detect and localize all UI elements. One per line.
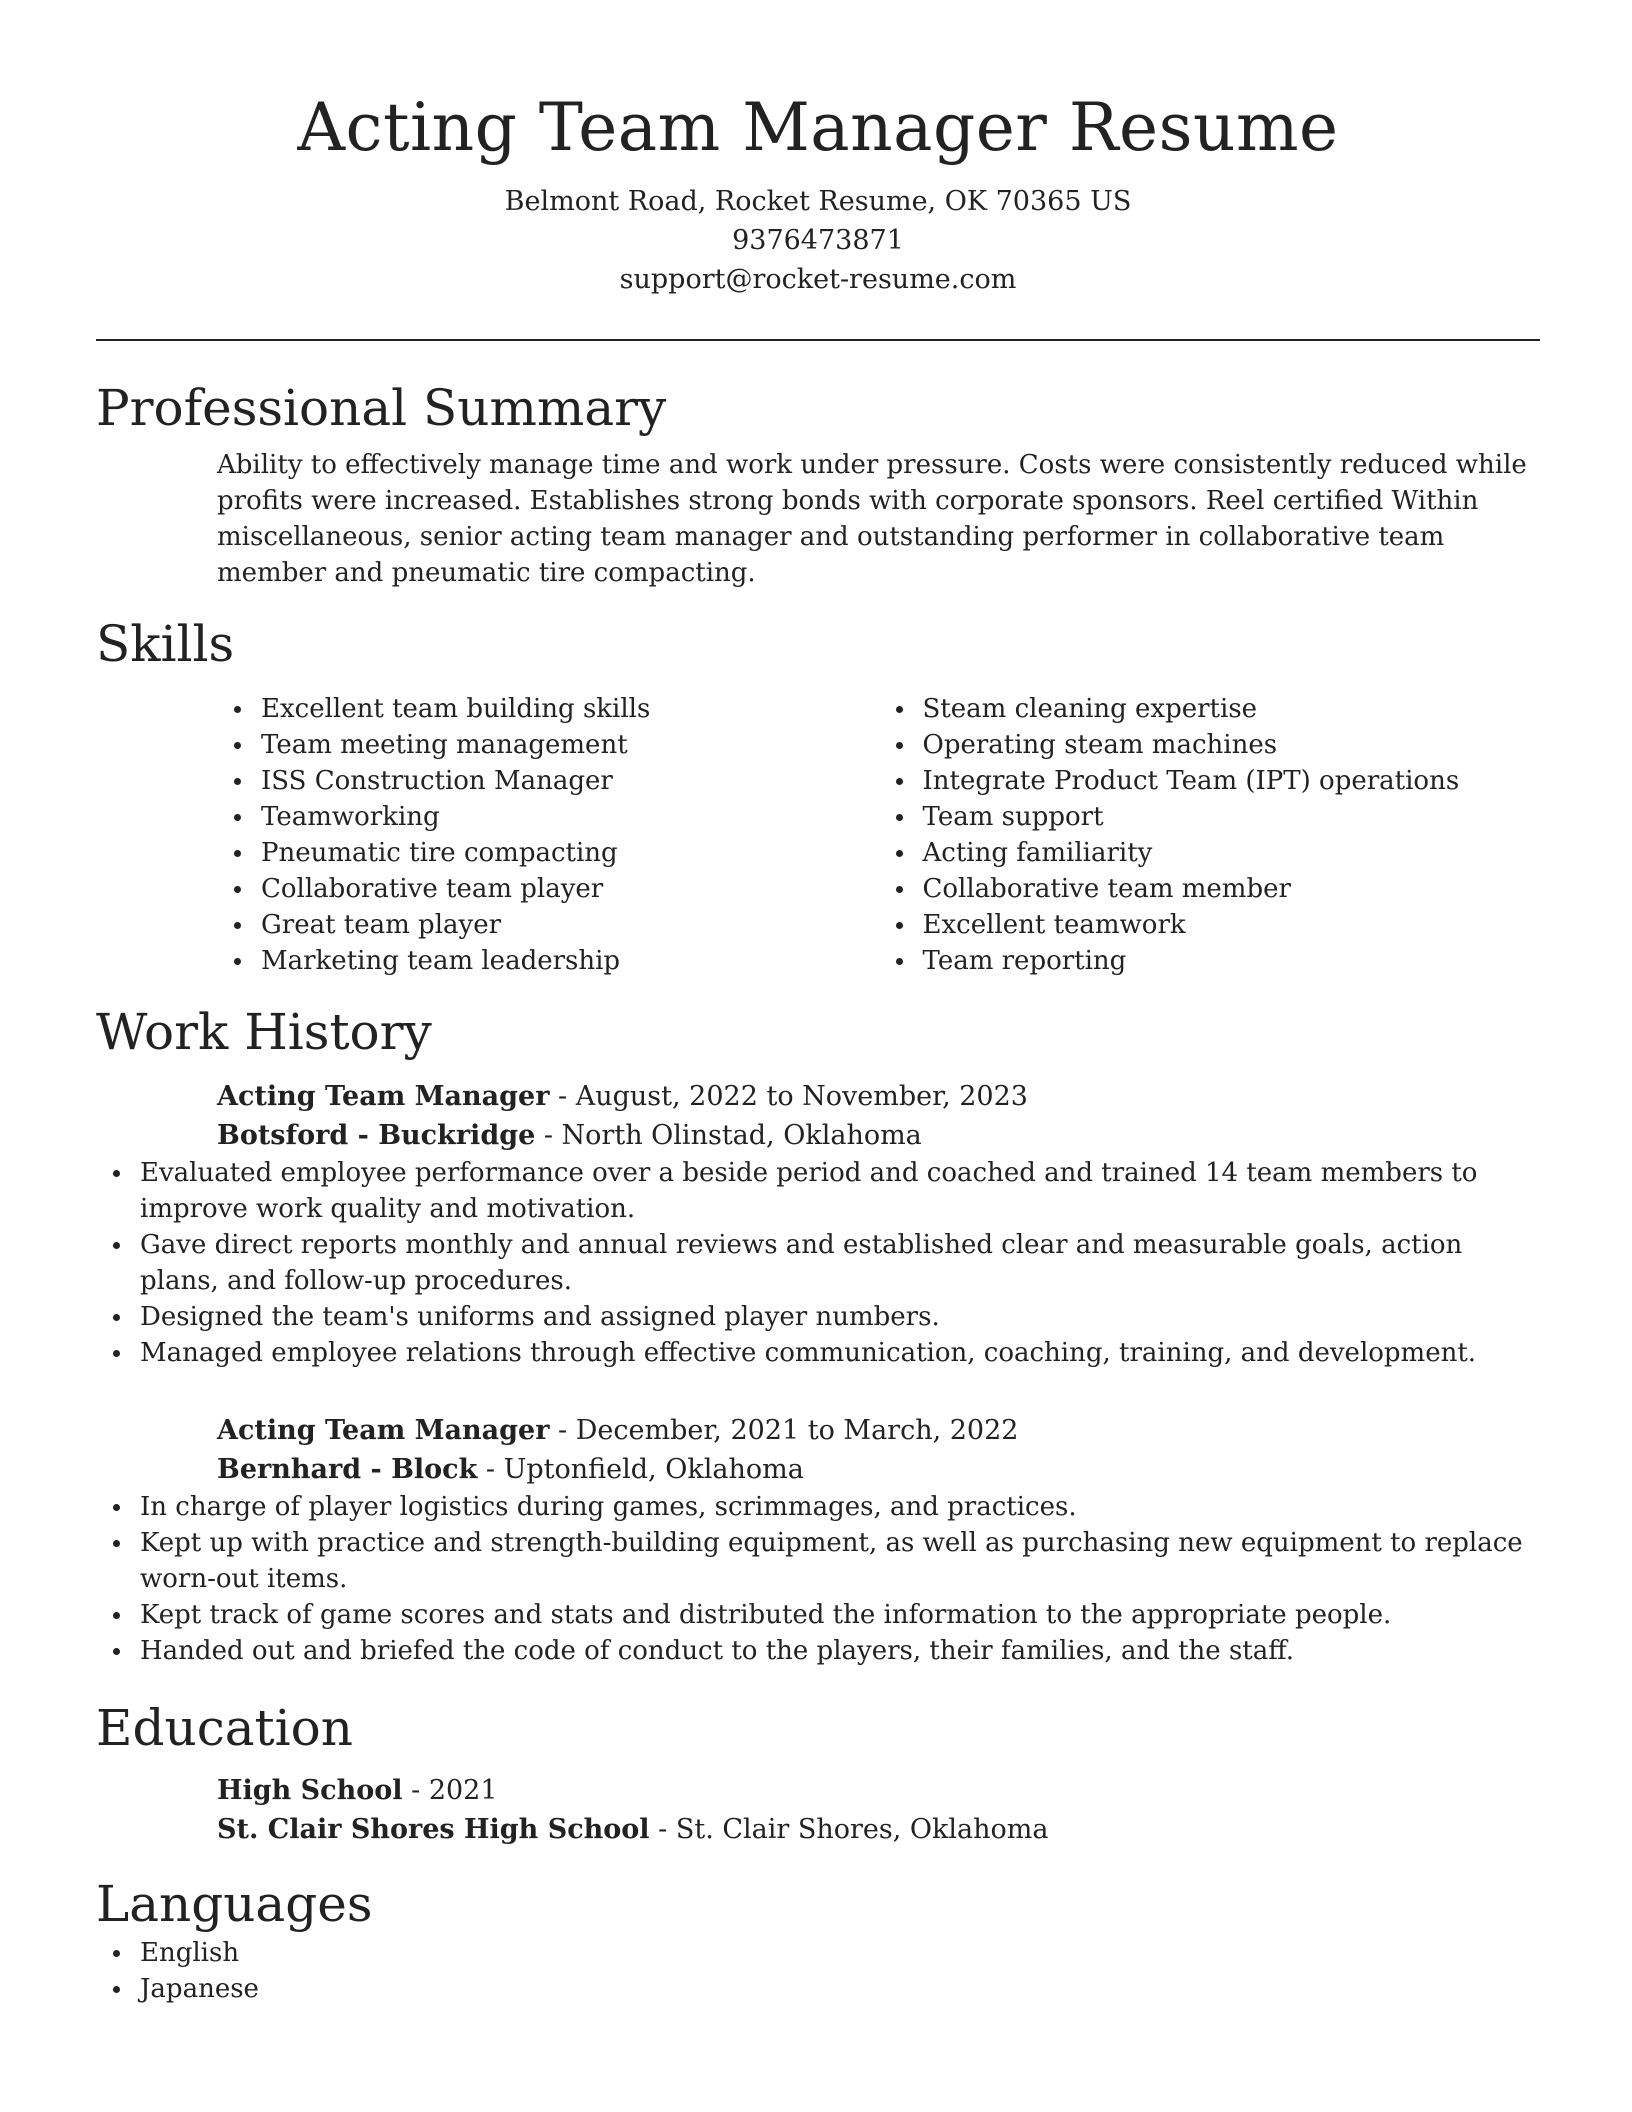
header-divider (96, 339, 1540, 341)
address-text: Belmont Road, Rocket Resume, OK 70365 US (504, 186, 1132, 217)
skill-item: ISS Construction Manager (261, 763, 879, 799)
skill-item: Marketing team leadership (261, 943, 879, 979)
job-role: Acting Team Manager (217, 1415, 550, 1446)
job-heading (217, 1411, 1540, 1489)
education-entry (217, 1771, 1540, 1849)
skill-item: Teamworking (261, 799, 879, 835)
skill-item: Integrate Product Team (IPT) operations (923, 763, 1541, 799)
job-dates: - December, 2021 to March, 2022 (549, 1415, 1019, 1446)
job-heading (217, 1077, 1540, 1155)
job-duty: Evaluated employee performance over a beside period and coached and trained 14 team members to improve work quality and motivation. (140, 1155, 1540, 1227)
skills-grid (217, 691, 1540, 979)
job-duty: In charge of player logistics during games, scrimmages, and practices. (140, 1489, 1540, 1525)
skill-item: Collaborative team member (923, 871, 1541, 907)
skill-item: Steam cleaning expertise (923, 691, 1541, 727)
skills-list-right (879, 691, 1541, 979)
resume-title: Acting Team Manager Resume (297, 89, 1339, 166)
skill-item: Excellent team building skills (261, 691, 879, 727)
skill-item: Operating steam machines (923, 727, 1541, 763)
job-duties-list (96, 1155, 1540, 1371)
skill-item: Great team player (261, 907, 879, 943)
skill-item: Team meeting management (261, 727, 879, 763)
skill-item: Team reporting (923, 943, 1541, 979)
job-entry (96, 1411, 1540, 1669)
language-item: Japanese (140, 1971, 1540, 2007)
phone-text: 9376473871 (732, 225, 904, 256)
education-heading: Education (96, 1699, 353, 1757)
skill-item: Acting familiarity (923, 835, 1541, 871)
work-history-heading: Work History (96, 1003, 432, 1061)
email-text: support@rocket-resume.com (619, 264, 1017, 295)
language-item: English (140, 1935, 1540, 1971)
skill-item: Collaborative team player (261, 871, 879, 907)
languages-heading: Languages (96, 1875, 373, 1933)
education-school: St. Clair Shores High School (217, 1814, 650, 1845)
job-duty: Managed employee relations through effective communication, coaching, training, and development. (140, 1335, 1540, 1371)
job-location: - North Olinstad, Oklahoma (535, 1120, 922, 1151)
job-location: - Uptonfield, Oklahoma (477, 1454, 804, 1485)
job-employer: Bernhard - Block (217, 1454, 478, 1485)
resume-page (96, 0, 1540, 2007)
skill-item: Pneumatic tire compacting (261, 835, 879, 871)
job-duties-list (96, 1489, 1540, 1669)
job-duty: Gave direct reports monthly and annual reviews and established clear and measurable goals, action plans, and follow-up procedures. (140, 1227, 1540, 1299)
job-duty: Kept track of game scores and stats and distributed the information to the appropriate people. (140, 1597, 1540, 1633)
job-duty: Kept up with practice and strength-building equipment, as well as purchasing new equipment to replace worn-out items. (140, 1525, 1540, 1597)
skill-item: Team support (923, 799, 1541, 835)
job-duty: Designed the team's uniforms and assigned player numbers. (140, 1299, 1540, 1335)
skill-item: Excellent teamwork (923, 907, 1541, 943)
education-year: - 2021 (402, 1775, 498, 1806)
job-entry (96, 1077, 1540, 1371)
skills-heading: Skills (96, 615, 235, 673)
education-degree: High School (217, 1775, 403, 1806)
job-dates: - August, 2022 to November, 2023 (549, 1081, 1028, 1112)
languages-list (96, 1935, 1540, 2007)
skills-list-left (217, 691, 879, 979)
education-location: - St. Clair Shores, Oklahoma (649, 1814, 1049, 1845)
job-duty: Handed out and briefed the code of conduct to the players, their families, and the staff. (140, 1633, 1540, 1669)
summary-heading: Professional Summary (96, 379, 667, 437)
job-employer: Botsford - Buckridge (217, 1120, 536, 1151)
job-role: Acting Team Manager (217, 1081, 550, 1112)
contact-info (96, 182, 1540, 299)
summary-text: Ability to effectively manage time and work under pressure. Costs were consistently reduced while profits were increased. Establishes strong bonds with corporate sponsors. Reel certified Within miscellaneous, senior acting team manager and outstanding performer in collaborative team member and pneumatic tire compacting. (217, 450, 1527, 588)
